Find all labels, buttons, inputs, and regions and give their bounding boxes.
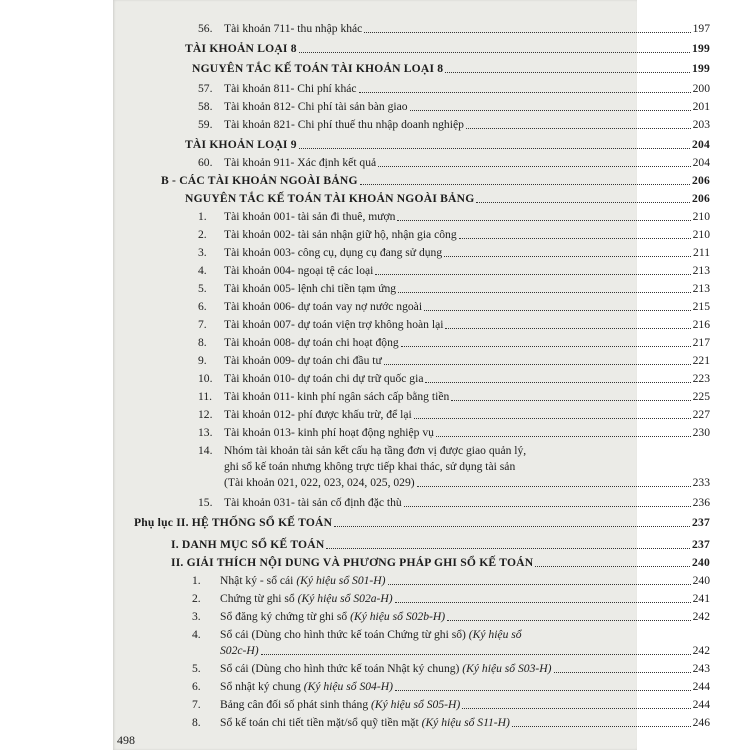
entry-number: 8.	[192, 716, 201, 729]
leader-dots	[334, 526, 690, 527]
toc-entry	[198, 318, 710, 332]
entry-title: Tài khoản 031- tài sản cố định đặc thù	[224, 496, 402, 509]
entry-number: 5.	[192, 662, 201, 675]
toc-entry	[198, 496, 710, 510]
entry-title: ghi sổ kế toán nhưng không trực tiếp khai thác, sử dụng tài sản	[224, 460, 516, 473]
leader-dots	[410, 110, 691, 111]
entry-code: (Ký hiệu sổ S01-H)	[296, 574, 386, 587]
toc-section-heading	[192, 62, 710, 76]
entry-page: 242	[692, 644, 710, 657]
entry-number: 13.	[198, 426, 213, 439]
entry-title: Tài khoản 010- dự toán chi dự trữ quốc gia	[224, 372, 424, 385]
entry-page: 243	[692, 662, 710, 675]
toc-part-heading	[161, 174, 710, 188]
entry-number: 6.	[192, 680, 201, 693]
entry-number: 5.	[198, 282, 207, 295]
toc-entry	[192, 592, 710, 606]
entry-number: 59.	[198, 118, 213, 131]
leader-dots	[425, 382, 690, 383]
leader-dots	[451, 400, 690, 401]
leader-dots	[447, 620, 690, 621]
toc-section-heading	[185, 192, 710, 206]
leader-dots	[476, 202, 690, 203]
entry-page: 201	[692, 100, 710, 113]
entry-title: Tài khoản 009- dự toán chi đầu tư	[224, 354, 382, 367]
leader-dots	[462, 708, 690, 709]
leader-dots	[414, 418, 691, 419]
entry-page: 233	[692, 476, 710, 489]
entry-page: 215	[692, 300, 710, 313]
toc-section-heading	[185, 138, 710, 152]
entry-code: (Ký hiệu sổ S11-H)	[421, 716, 510, 729]
toc-entry-line	[224, 460, 515, 474]
entry-code: (Ký hiệu sổ S05-H)	[371, 698, 461, 711]
toc-entry	[198, 210, 710, 224]
entry-title: Tài khoản 006- dự toán vay nợ nước ngoài	[224, 300, 423, 313]
leader-dots	[512, 726, 691, 727]
entry-title: (Tài khoản 021, 022, 023, 024, 025, 029)	[224, 476, 415, 489]
entry-title: Tài khoản 011- kinh phí ngân sách cấp bằng tiền	[224, 390, 450, 403]
entry-number: 6.	[198, 300, 207, 313]
entry-number: 7.	[198, 318, 207, 331]
entry-title: Tài khoản 005- lệnh chi tiền tạm ứng	[224, 282, 397, 295]
entry-title: Sổ cái (Dùng cho hình thức kế toán Nhật ký chung)	[220, 662, 463, 675]
entry-page: 237	[692, 538, 710, 551]
entry-title: I. DANH MỤC SỔ KẾ TOÁN	[171, 538, 325, 551]
toc-entry	[198, 372, 710, 386]
entry-number: 4.	[198, 264, 207, 277]
leader-dots	[326, 548, 690, 549]
entry-page: 213	[692, 282, 710, 295]
leader-dots	[466, 128, 691, 129]
toc-entry	[192, 610, 710, 624]
entry-page: 216	[692, 318, 710, 331]
entry-title: Tài khoản 811- Chi phí khác	[224, 82, 357, 95]
entry-page: 236	[692, 496, 710, 509]
entry-page: 200	[692, 82, 710, 95]
entry-page: 217	[692, 336, 710, 349]
entry-title: Nhóm tài khoản tài sản kết cấu hạ tầng đơn vị được giao quản lý,	[224, 444, 527, 457]
entry-title: Sổ nhật ký chung	[220, 680, 304, 693]
entry-title: Tài khoản 013- kinh phí hoạt động nghiệp vụ	[224, 426, 434, 439]
entry-number: 1.	[192, 574, 201, 587]
toc-section-heading	[171, 538, 710, 552]
entry-title: Tài khoản 812- Chi phí tài sản bàn giao	[224, 100, 408, 113]
leader-dots	[261, 654, 691, 655]
entry-code: S02c-H)	[220, 644, 259, 657]
entry-code: (Ký hiệu sổ S02a-H)	[297, 592, 393, 605]
toc-entry	[198, 22, 710, 36]
toc-entry-line	[198, 444, 526, 458]
entry-title: Tài khoản 012- phí được khấu trừ, để lại	[224, 408, 412, 421]
entry-page: 210	[692, 228, 710, 241]
entry-number: 3.	[198, 246, 207, 259]
leader-dots	[444, 256, 691, 257]
entry-number: 58.	[198, 100, 213, 113]
entry-page: 242	[692, 610, 710, 623]
entry-title: Tài khoản 911- Xác định kết quả	[224, 156, 377, 169]
entry-number: 3.	[192, 610, 201, 623]
leader-dots	[360, 184, 690, 185]
entry-number: 60.	[198, 156, 213, 169]
entry-title: Chứng từ ghi sổ	[220, 592, 298, 605]
entry-number: 56.	[198, 22, 213, 35]
entry-number: 11.	[198, 390, 213, 403]
entry-title: Tài khoản 004- ngoại tệ các loại	[224, 264, 374, 277]
entry-number: 7.	[192, 698, 201, 711]
entry-page: 206	[692, 174, 710, 187]
toc-section-heading	[171, 556, 710, 570]
leader-dots	[554, 672, 691, 673]
leader-dots	[364, 32, 690, 33]
entry-number: 2.	[192, 592, 201, 605]
entry-page: 237	[692, 516, 710, 529]
entry-code: (Ký hiệu sổ S03-H)	[462, 662, 552, 675]
entry-title: Tài khoản 821- Chi phí thuế thu nhập doanh nghiệp	[224, 118, 464, 131]
entry-number: 14.	[198, 444, 213, 457]
toc-entry	[198, 118, 710, 132]
entry-page: 204	[692, 138, 710, 151]
toc-entry	[198, 408, 710, 422]
leader-dots	[378, 166, 690, 167]
entry-title: Sổ đăng ký chứng từ ghi sổ	[220, 610, 351, 623]
leader-dots	[375, 274, 690, 275]
entry-title: Sổ kế toán chi tiết tiền mặt/sổ quỹ tiền mặt	[220, 716, 422, 729]
toc-entry	[198, 264, 710, 278]
entry-page: 223	[692, 372, 710, 385]
leader-dots	[388, 584, 691, 585]
toc-entry	[198, 300, 710, 314]
leader-dots	[299, 52, 690, 53]
toc-entry	[192, 698, 710, 712]
entry-title: Bảng cân đối số phát sinh tháng	[220, 698, 372, 711]
entry-page: 240	[692, 556, 710, 569]
entry-number: 2.	[198, 228, 207, 241]
toc-section-heading	[185, 42, 710, 56]
toc-entry	[224, 476, 710, 490]
entry-title: Tài khoản 002- tài sản nhận giữ hộ, nhận gia công	[224, 228, 457, 241]
leader-dots	[395, 602, 691, 603]
toc-entry	[198, 282, 710, 296]
toc-entry	[198, 246, 710, 260]
entry-title: TÀI KHOẢN LOẠI 8	[185, 42, 297, 55]
entry-page: 244	[692, 698, 710, 711]
toc-entry	[220, 644, 710, 658]
leader-dots	[445, 72, 690, 73]
entry-title: Tài khoản 008- dự toán chi hoạt động	[224, 336, 399, 349]
entry-page: 203	[692, 118, 710, 131]
entry-title: Phụ lục II. HỆ THỐNG SỔ KẾ TOÁN	[134, 516, 333, 529]
entry-number: 9.	[198, 354, 207, 367]
entry-page: 210	[692, 210, 710, 223]
entry-code: (Ký hiệu sổ S02b-H)	[350, 610, 446, 623]
entry-number: 15.	[198, 496, 213, 509]
entry-page: 230	[692, 426, 710, 439]
entry-title: Tài khoản 711- thu nhập khác	[224, 22, 363, 35]
leader-dots	[384, 364, 691, 365]
leader-dots	[417, 486, 691, 487]
book-page	[113, 0, 710, 750]
entry-page: 197	[692, 22, 710, 35]
leader-dots	[404, 506, 691, 507]
toc-entry	[198, 82, 710, 96]
toc-entry	[192, 680, 710, 694]
entry-title: Sổ cái (Dùng cho hình thức kế toán Chứng từ ghi sổ)	[220, 628, 469, 641]
entry-page: 221	[692, 354, 710, 367]
entry-code: (Ký hiệu sổ S04-H)	[303, 680, 393, 693]
leader-dots	[359, 92, 691, 93]
leader-dots	[299, 148, 690, 149]
toc-entry	[198, 156, 710, 170]
leader-dots	[398, 292, 691, 293]
leader-dots	[459, 238, 691, 239]
entry-page: 244	[692, 680, 710, 693]
leader-dots	[535, 566, 690, 567]
entry-page: 199	[692, 62, 710, 75]
entry-title: TÀI KHOẢN LOẠI 9	[185, 138, 297, 151]
leader-dots	[401, 346, 691, 347]
toc-entry	[198, 336, 710, 350]
entry-page: 246	[692, 716, 710, 729]
entry-title: Tài khoản 003- công cụ, dụng cụ đang sử dụng	[224, 246, 443, 259]
leader-dots	[436, 436, 691, 437]
entry-number: 12.	[198, 408, 213, 421]
toc-entry	[198, 354, 710, 368]
entry-page: 206	[692, 192, 710, 205]
entry-title: Nhật ký - sổ cái	[220, 574, 297, 587]
entry-page: 240	[692, 574, 710, 587]
toc-entry	[198, 228, 710, 242]
entry-number: 10.	[198, 372, 213, 385]
entry-title: NGUYÊN TẮC KẾ TOÁN TÀI KHOẢN LOẠI 8	[192, 62, 444, 75]
entry-number: 1.	[198, 210, 207, 223]
entry-title: Tài khoản 001- tài sản đi thuê, mượn	[224, 210, 396, 223]
entry-page: 227	[692, 408, 710, 421]
toc-entry-line	[192, 628, 522, 642]
entry-page: 241	[692, 592, 710, 605]
leader-dots	[445, 328, 690, 329]
entry-page: 211	[693, 246, 710, 259]
entry-page: 199	[692, 42, 710, 55]
leader-dots	[397, 220, 690, 221]
entry-number: 8.	[198, 336, 207, 349]
entry-page: 213	[692, 264, 710, 277]
toc-entry	[192, 716, 710, 730]
leader-dots	[395, 690, 691, 691]
toc-appendix-heading	[134, 516, 710, 530]
page-number: 498	[117, 733, 135, 747]
toc-entry	[192, 574, 710, 588]
entry-title: II. GIẢI THÍCH NỘI DUNG VÀ PHƯƠNG PHÁP GHI SỔ KẾ TOÁN	[171, 556, 534, 569]
toc-entry	[198, 100, 710, 114]
leader-dots	[424, 310, 691, 311]
entry-number: 4.	[192, 628, 201, 641]
toc-entry	[198, 426, 710, 440]
entry-title: Tài khoản 007- dự toán viện trợ không hoàn lại	[224, 318, 444, 331]
entry-page: 225	[692, 390, 710, 403]
entry-title: NGUYÊN TẮC KẾ TOÁN TÀI KHOẢN NGOÀI BẢNG	[185, 192, 475, 205]
toc-entry	[192, 662, 710, 676]
entry-code: (Ký hiệu sổ	[468, 628, 522, 641]
entry-page: 204	[692, 156, 710, 169]
entry-number: 57.	[198, 82, 213, 95]
toc-entry	[198, 390, 710, 404]
entry-title: B - CÁC TÀI KHOẢN NGOÀI BẢNG	[161, 174, 358, 187]
